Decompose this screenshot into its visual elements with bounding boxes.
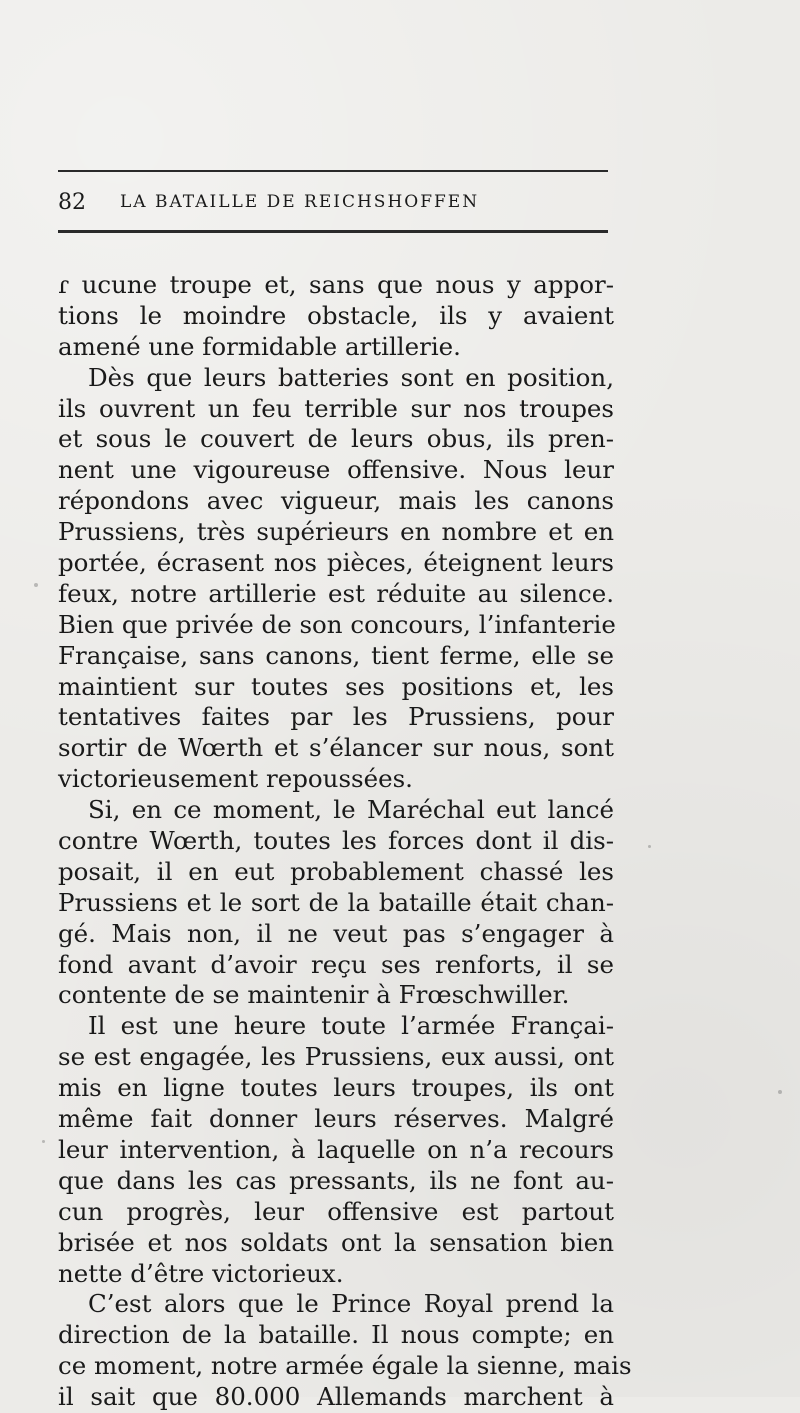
- text-line: brisée et nos soldats ont la sensation bien: [58, 1227, 614, 1257]
- text-line: Si, en ce moment, le Maréchal eut lancé: [88, 795, 614, 825]
- text-line: Française, sans canons, tient ferme, elle se: [58, 640, 614, 670]
- text-line: contente de se maintenir à Frœschwiller.: [58, 980, 570, 1010]
- text-line: Bien que privée de son concours, l’infanterie: [58, 609, 616, 639]
- text-line: C’est alors que le Prince Royal prend la: [88, 1289, 614, 1319]
- text-line: tentatives faites par les Prussiens, pour: [58, 702, 614, 732]
- paper-speck: [34, 583, 38, 587]
- text-line: nette d’être victorieux.: [58, 1258, 344, 1288]
- text-line: gé. Mais non, il ne veut pas s’engager à: [58, 918, 614, 948]
- paper-speck: [778, 1090, 782, 1094]
- paper-speck: [648, 845, 651, 848]
- body-text: [58, 270, 632, 1413]
- text-line: feux, notre artillerie est réduite au silence.: [58, 578, 614, 608]
- header-bottom-rule: [58, 230, 608, 233]
- text-line: cun progrès, leur offensive est partout: [58, 1196, 614, 1226]
- text-line: amené une formidable artillerie.: [58, 331, 461, 361]
- text-line: victorieusement repoussées.: [58, 764, 413, 794]
- text-line: ce moment, notre armée égale la sienne, mais: [58, 1351, 632, 1381]
- text-line: tions le moindre obstacle, ils y avaient: [58, 300, 614, 330]
- text-line: se est engagée, les Prussiens, eux aussi, ont: [58, 1042, 614, 1072]
- text-line: fond avant d’avoir reçu ses renforts, il se: [58, 949, 614, 979]
- text-line: contre Wœrth, toutes les forces dont il dis-: [58, 826, 614, 856]
- text-line: Prussiens, très supérieurs en nombre et en: [58, 517, 614, 547]
- text-line: ils ouvrent un feu terrible sur nos troupes: [58, 393, 614, 423]
- text-line: sortir de Wœrth et s’élancer sur nous, sont: [58, 733, 614, 763]
- text-line: Il est une heure toute l’armée Françai-: [88, 1011, 614, 1041]
- text-line: que dans les cas pressants, ils ne font au-: [58, 1165, 614, 1195]
- text-line: mis en ligne toutes leurs troupes, ils ont: [58, 1073, 614, 1103]
- text-line: ɾ ucune troupe et, sans que nous y appor-: [58, 270, 614, 299]
- text-line: il sait que 80.000 Allemands marchent à: [58, 1382, 614, 1412]
- text-line: direction de la bataille. Il nous compte; en: [58, 1320, 614, 1350]
- paper-speck: [42, 1140, 45, 1143]
- running-title: LA BATAILLE DE REICHSHOFFEN: [120, 192, 480, 212]
- page-number: 82: [58, 189, 86, 215]
- text-line: leur intervention, à laquelle on n’a recours: [58, 1134, 614, 1164]
- text-line: posait, il en eut probablement chassé les: [58, 856, 614, 886]
- text-line: Prussiens et le sort de la bataille était chan-: [58, 887, 614, 917]
- text-line: même fait donner leurs réserves. Malgré: [58, 1104, 614, 1134]
- text-line: répondons avec vigueur, mais les canons: [58, 486, 614, 516]
- header-top-rule: [58, 170, 608, 172]
- text-line: nent une vigoureuse offensive. Nous leur: [58, 455, 614, 485]
- text-line: maintient sur toutes ses positions et, les: [58, 671, 614, 701]
- text-line: Dès que leurs batteries sont en position,: [88, 362, 614, 392]
- running-header: [58, 186, 608, 218]
- text-line: portée, écrasent nos pièces, éteignent leurs: [58, 548, 614, 578]
- text-line: et sous le couvert de leurs obus, ils pren-: [58, 424, 614, 454]
